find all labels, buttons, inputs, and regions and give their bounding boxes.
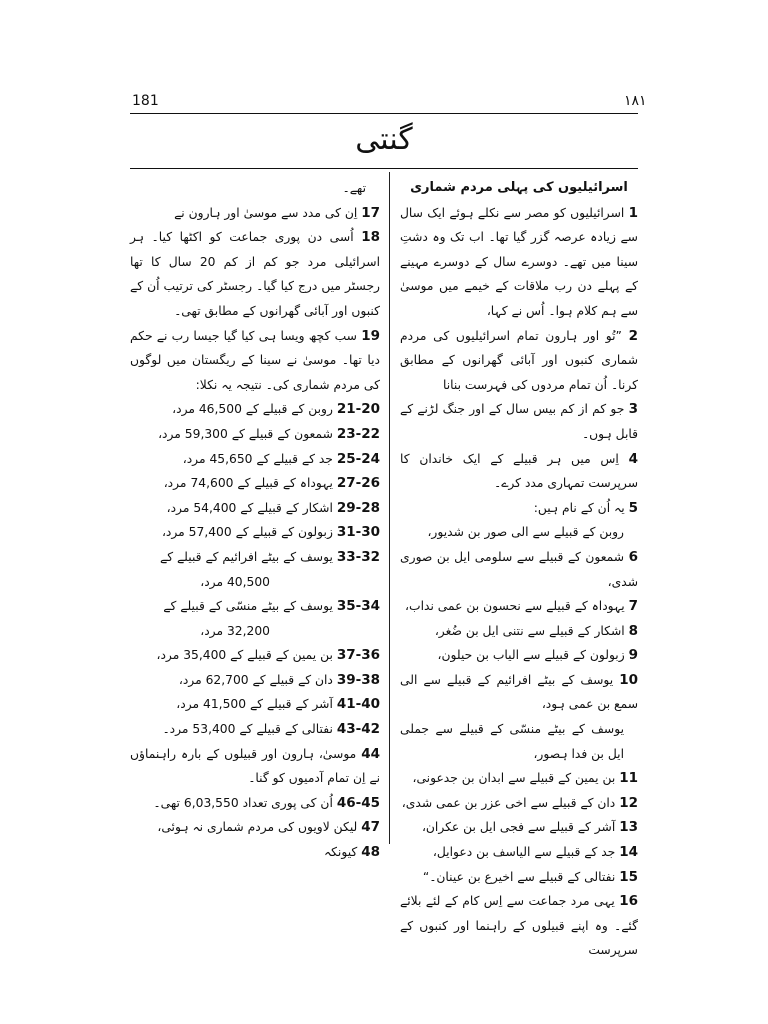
verse-number: 44 <box>361 745 380 762</box>
right-verse-line <box>400 766 638 791</box>
right-verse-line <box>400 397 638 446</box>
left-verse-line <box>130 520 380 545</box>
verse-number: 8 <box>628 622 638 639</box>
verse-number: 6 <box>628 548 638 565</box>
left-verse-line <box>130 840 380 865</box>
verse-number: 39-38 <box>336 671 380 688</box>
verse-text: روبن کے قبیلے سے الی صور بن شدیور، <box>427 525 624 540</box>
verse-text: اسرائیلیوں کو مصر سے نکلے ہوئے ایک سال سے زیادہ عرصہ گزر گیا تھا۔ اب تک وہ دشتِ سینا میں تھے۔ دوسرے سال کے دوسرے مہینے کے پہلے دن رب ملاقات کے خیمے میں موسیٰ سے ہم کلام ہوا۔ اُس نے کہا، <box>400 205 638 318</box>
verse-text: اُن کی پوری تعداد 6,03,550 تھی۔ <box>153 795 333 810</box>
page-number-left: 181 <box>132 93 159 109</box>
right-verse-line <box>400 889 638 963</box>
verse-number: 10 <box>619 671 638 688</box>
left-verse-line <box>130 397 380 422</box>
right-verse-line <box>400 815 638 840</box>
right-verse-line <box>400 840 638 865</box>
right-verse-line <box>400 865 638 890</box>
verse-number: 41-40 <box>336 696 380 713</box>
verse-text: یہوداہ کے قبیلے کے 74,600 مرد، <box>163 476 333 491</box>
verse-text: بن یمین کے قبیلے سے ابدان بن جدعونی، <box>412 771 616 786</box>
verse-text: زبولون کے قبیلے کے 57,400 مرد، <box>161 525 333 540</box>
verse-text: دان کے قبیلے سے اخی عزر بن عمی شدی، <box>401 795 616 810</box>
verse-number: 16 <box>619 893 638 910</box>
verse-text: سب کچھ ویسا ہی کیا گیا جیسا رب نے حکم دیا تھا۔ موسیٰ نے سینا کے ریگستان میں لوگوں کی مردم شماری کی۔ نتیجہ یہ نکلا: <box>130 328 380 392</box>
verse-text: جو کم از کم بیس سال کے اور جنگ لڑنے کے قابل ہوں۔ <box>400 402 638 441</box>
header-rule-bottom <box>130 168 638 169</box>
verse-number: 12 <box>619 794 638 811</box>
verse-number: 21-20 <box>336 401 380 418</box>
verse-number: 1 <box>628 204 638 221</box>
verse-number: 11 <box>619 770 638 787</box>
verse-number: 46-45 <box>336 794 380 811</box>
header-rule-top <box>130 113 638 114</box>
left-verse-line <box>130 815 380 840</box>
right-column <box>400 176 638 963</box>
right-verse-line <box>400 201 638 324</box>
verse-number: 7 <box>628 598 638 615</box>
left-verse-line <box>130 594 380 619</box>
verse-text: دان کے قبیلے کے 62,700 مرد، <box>178 672 333 687</box>
verse-text: یوسف کے بیٹے افرائیم کے قبیلے کے <box>160 549 333 564</box>
verse-text: شمعون کے قبیلے سے سلومی ایل بن صوری شدی، <box>400 549 638 589</box>
left-verse-line <box>130 692 380 717</box>
right-verse-line <box>400 717 638 766</box>
verse-text: یہی مرد جماعت سے اِس کام کے لئے بلائے گئے۔ وہ اپنے قبیلوں کے راہنما اور کنبوں کے سرپرست <box>400 894 638 958</box>
verse-number: 3 <box>628 401 638 418</box>
verse-text: یوسف کے بیٹے منسّی کے قبیلے سے جملی ایل بن فدا ہصور، <box>400 722 624 761</box>
verse-text: یہوداہ کے قبیلے سے نحسون بن عمی نداب، <box>405 599 625 614</box>
right-verse-line <box>400 643 638 668</box>
left-verse-line <box>130 422 380 447</box>
verse-text: اِس میں ہر قبیلے کے ایک خاندان کا سرپرست تمہاری مدد کرے۔ <box>400 451 638 491</box>
verse-number: 31-30 <box>336 524 380 541</box>
right-verse-line <box>400 594 638 619</box>
verse-text: تھے۔ <box>342 181 366 195</box>
left-verse-line <box>130 447 380 472</box>
verse-text: زبولون کے قبیلے سے الیاب بن حیلون، <box>437 648 625 663</box>
verse-number: 17 <box>361 204 380 221</box>
verse-number: 13 <box>619 819 638 836</box>
left-column <box>130 176 380 865</box>
left-verse-line <box>130 643 380 668</box>
column-divider <box>389 172 390 844</box>
verse-number: 9 <box>628 647 638 664</box>
verse-number: 2 <box>628 327 638 344</box>
left-verse-line <box>130 717 380 742</box>
verse-number: 47 <box>361 819 380 836</box>
right-verse-line <box>400 619 638 644</box>
verse-text: اشکار کے قبیلے سے نتنی ایل بن ضُغر، <box>434 623 625 638</box>
verse-number: 23-22 <box>336 425 380 442</box>
right-verse-line <box>400 791 638 816</box>
verse-text: اُسی دن پوری جماعت کو اکٹھا کیا۔ ہر اسرائیلی مرد جو کم از کم 20 سال کا تھا رجسٹر میں درج کیا گیا۔ رجسٹر کی ترتیب اُن کے کنبوں اور آبائی گھرانوں کے مطابق تھی۔ <box>130 230 380 318</box>
right-column-text <box>400 201 638 963</box>
verse-number: 33-32 <box>336 548 380 565</box>
left-verse-line <box>130 545 380 570</box>
verse-number: 29-28 <box>336 499 380 516</box>
verse-text: آشر کے قبیلے کے 41,500 مرد، <box>176 697 333 712</box>
left-verse-line <box>130 225 380 323</box>
left-column-text <box>130 176 380 865</box>
verse-text: نفتالی کے قبیلے سے اخیرع بن عینان۔“ <box>422 869 616 884</box>
verse-text: شمعون کے قبیلے کے 59,300 مرد، <box>158 426 333 441</box>
section-heading: اسرائیلیوں کی پہلی مردم شماری <box>410 180 628 195</box>
verse-number: 37-36 <box>336 647 380 664</box>
left-verse-line <box>130 570 380 595</box>
book-title: گنتی <box>355 122 413 157</box>
left-verse-line <box>130 324 380 398</box>
verse-text: اشکار کے قبیلے کے 54,400 مرد، <box>166 500 333 515</box>
verse-text: یوسف کے بیٹے منسّی کے قبیلے کے <box>163 599 333 614</box>
verse-number: 14 <box>619 844 638 861</box>
verse-number: 19 <box>361 327 380 344</box>
left-verse-line <box>130 201 380 226</box>
verse-text: کیونکہ <box>323 845 358 860</box>
right-verse-line <box>400 496 638 521</box>
right-verse-line <box>400 668 638 717</box>
verse-text: لیکن لاویوں کی مردم شماری نہ ہوئی، <box>157 820 358 835</box>
verse-number: 48 <box>361 844 380 861</box>
verse-number: 43-42 <box>336 721 380 738</box>
verse-number: 35-34 <box>336 598 380 615</box>
left-verse-line <box>130 496 380 521</box>
right-verse-line <box>400 520 638 545</box>
verse-text: جد کے قبیلے سے الیاسف بن دعوایل، <box>432 845 616 860</box>
left-verse-line <box>130 742 380 791</box>
verse-number: 15 <box>619 868 638 885</box>
verse-text: آشر کے قبیلے سے فجی ایل بن عکران، <box>421 820 616 835</box>
verse-text: روبن کے قبیلے کے 46,500 مرد، <box>172 402 333 417</box>
left-verse-line <box>130 668 380 693</box>
left-verse-line <box>130 619 380 644</box>
verse-text: 40,500 مرد، <box>200 574 270 589</box>
right-verse-line <box>400 447 638 496</box>
verse-text: جد کے قبیلے کے 45,650 مرد، <box>182 451 333 466</box>
right-verse-line <box>400 324 638 398</box>
verse-text: یہ اُن کے نام ہیں: <box>533 500 625 515</box>
verse-number: 18 <box>361 229 380 246</box>
verse-text: 32,200 مرد، <box>200 623 270 638</box>
verse-text: اِن کی مدد سے موسیٰ اور ہارون نے <box>174 205 358 220</box>
left-verse-line <box>130 471 380 496</box>
left-verse-line <box>130 176 380 201</box>
verse-text: نفتالی کے قبیلے کے 53,400 مرد۔ <box>162 722 333 737</box>
left-verse-line <box>130 791 380 816</box>
verse-number: 27-26 <box>336 475 380 492</box>
verse-text: ”تُو اور ہارون تمام اسرائیلیوں کی مردم شماری کنبوں اور آبائی گھرانوں کے مطابق کرنا۔ اُن تمام مردوں کی فہرست بنانا <box>400 328 638 392</box>
right-verse-line <box>400 545 638 594</box>
verse-number: 5 <box>628 499 638 516</box>
verse-number: 4 <box>628 450 638 467</box>
verse-text: بن یمین کے قبیلے کے 35,400 مرد، <box>156 648 333 663</box>
page-number-right: ۱۸۱ <box>624 93 647 109</box>
verse-text: موسیٰ، ہارون اور قبیلوں کے بارہ راہنماؤں نے اِن تمام آدمیوں کو گنا۔ <box>130 746 380 786</box>
verse-text: یوسف کے بیٹے افرائیم کے قبیلے سے الی سمع بن عمی ہود، <box>400 672 638 712</box>
verse-number: 25-24 <box>336 450 380 467</box>
